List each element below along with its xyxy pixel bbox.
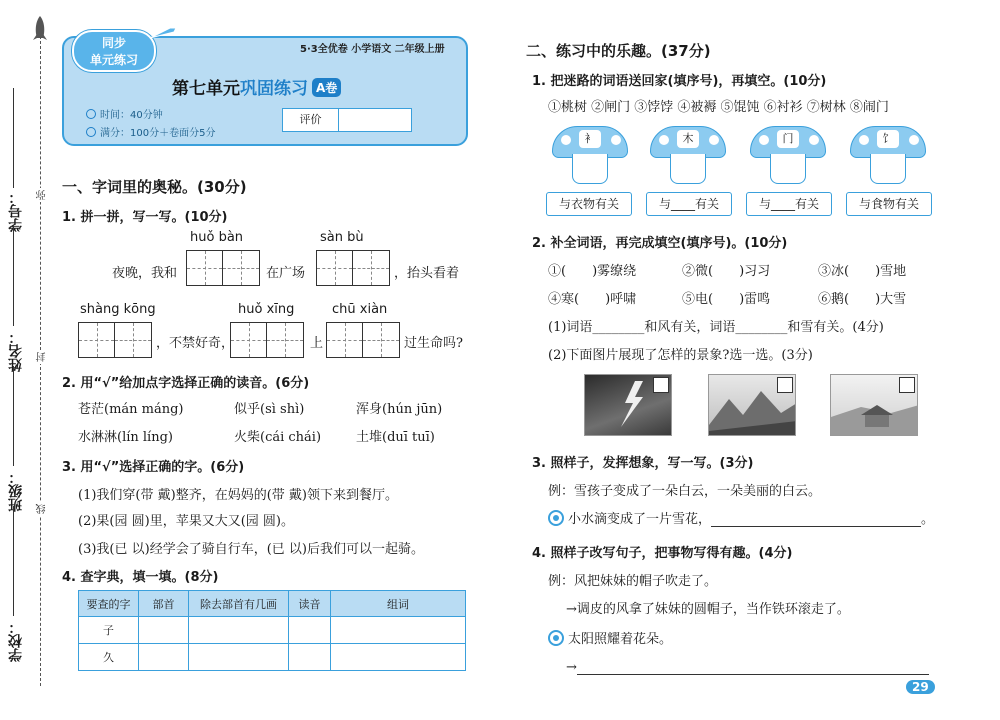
score-info (86, 124, 215, 139)
mushroom-4 (850, 126, 926, 184)
r-q3-title: 3. 照样子，发挥想象，写一写。(3分) (532, 456, 754, 471)
writing-grid-huoxing[interactable] (230, 322, 304, 358)
class-line (13, 366, 14, 466)
answer-cell[interactable] (139, 617, 189, 644)
seal-char-3: 线 (37, 504, 48, 514)
seal-char-2: 封 (37, 352, 48, 362)
mushroom-answer-3[interactable] (770, 154, 806, 184)
radical-3: 门 (777, 130, 799, 148)
pinyin-huoban: huǒ bàn (190, 230, 244, 245)
char-cell: 久 (79, 644, 139, 671)
q1-text-4: ，不禁好奇， (156, 336, 235, 351)
series-info: 5·3全优卷 小学语文 二年级上册 (300, 44, 445, 55)
student-number-label: 学号： (8, 190, 24, 232)
r-q4-answer-field[interactable] (577, 674, 929, 675)
fill-word-5[interactable]: ⑤电( )雷鸣 (682, 292, 771, 307)
table-header-row (79, 591, 466, 617)
name-line (13, 226, 14, 326)
mushroom-answer-2[interactable] (670, 154, 706, 184)
flower-icon (548, 510, 564, 526)
check-icon (86, 127, 96, 137)
seal-char-1: 弥 (37, 190, 48, 200)
q1-title: 1. 拼一拼，写一写。(10分) (62, 210, 228, 225)
q1-text-6: 过生命吗? (404, 336, 463, 351)
pinyin-sanbu: sàn bù (320, 230, 364, 245)
tag-line-1: 同步 (101, 36, 126, 50)
section-2-title: 二、练习中的乐趣。(37分) (526, 42, 711, 60)
scene-question: (2)下面图片展现了怎样的景象?选一选。(3分) (548, 348, 813, 363)
fill-word-6[interactable]: ⑥鹅( )大雪 (818, 292, 907, 307)
answer-cell[interactable] (331, 644, 466, 671)
category-label-3[interactable]: 与____有关 (746, 192, 832, 216)
fill-word-1[interactable]: ①( )雾缭绕 (548, 264, 637, 279)
section-1-title: 一、字词里的奥秘。(30分) (62, 178, 247, 196)
rating-label: 评价 (283, 109, 339, 131)
category-label-2[interactable]: 与____有关 (646, 192, 732, 216)
radical-4: 饣 (877, 130, 899, 148)
radical-1: 衤 (579, 130, 601, 148)
arrow-icon: → (566, 660, 577, 675)
r-q1-title: 1. 把迷路的词语送回家(填序号)，再填空。(10分) (532, 74, 827, 89)
sync-practice-tag (72, 30, 156, 72)
r-q4-title: 4. 照样子改写句子，把事物写得有趣。(4分) (532, 546, 793, 561)
scene-thunderstorm (584, 374, 672, 436)
answer-cell[interactable] (189, 644, 289, 671)
r-q3-answer-line: 小水滴变成了一片雪花， 。 (548, 508, 934, 527)
answer-cell[interactable] (189, 617, 289, 644)
r-q4-answer-line (566, 660, 929, 675)
time-text: 时间：40分钟 (100, 110, 163, 121)
score-text: 满分：100分＋卷面分5分 (100, 128, 216, 139)
answer-cell[interactable] (289, 644, 331, 671)
paper-version-badge: A卷 (312, 78, 341, 97)
pinyin-chuxian: chū xiàn (332, 302, 388, 317)
answer-cell[interactable] (331, 617, 466, 644)
time-info (86, 106, 163, 121)
reading-choice-1[interactable]: 苍茫(mán máng) (78, 402, 184, 417)
category-label-4: 与食物有关 (846, 192, 932, 216)
table-row (79, 644, 466, 671)
r-q3-answer-field[interactable] (711, 526, 921, 527)
reading-choice-2[interactable]: 似乎(sì shì) (234, 402, 305, 417)
flower-icon (548, 630, 564, 646)
char-cell: 子 (79, 617, 139, 644)
unit-title (172, 74, 341, 99)
school-line (13, 506, 14, 616)
rating-box[interactable] (282, 108, 412, 132)
col-radical: 部首 (139, 591, 189, 617)
writing-grid-huoban[interactable] (186, 250, 260, 286)
mushroom-answer-4[interactable] (870, 154, 906, 184)
r-q4-prompt: 太阳照耀着花朵。 (568, 632, 673, 647)
pinyin-huoxing: huǒ xīng (238, 302, 295, 317)
r-q3-prompt: 小水滴变成了一片雪花， (568, 512, 712, 527)
class-label: 班级： (8, 470, 24, 512)
writing-grid-chuxian[interactable] (326, 322, 400, 358)
r-q3-example: 例：雪孩子变成了一朵白云，一朵美丽的白云。 (548, 484, 822, 499)
answer-cell[interactable] (139, 644, 189, 671)
pinyin-shangkong: shàng kōng (80, 302, 156, 317)
r-q4-example-answer: →调皮的风拿了妹妹的圆帽子，当作铁环滚走了。 (566, 602, 850, 617)
tag-line-2: 单元练习 (89, 53, 138, 67)
unit-title-prefix: 第七单元 (172, 79, 240, 99)
scene-checkbox-3[interactable] (899, 377, 915, 393)
q1-text-2: 在广场 (266, 266, 306, 281)
school-label: 学校： (8, 620, 24, 662)
mushroom-3 (750, 126, 826, 184)
tag-rocket-icon (148, 26, 178, 40)
writing-grid-sanbu[interactable] (316, 250, 390, 286)
word-list: ①桃树 ②闸门 ③饽饽 ④被褥 ⑤馄饨 ⑥衬衫 ⑦树林 ⑧闹门 (548, 100, 889, 115)
scene-snowy-house (830, 374, 918, 436)
wind-snow-fill[interactable]: (1)词语________和风有关，词语________和雪有关。(4分) (548, 320, 884, 335)
table-row (79, 617, 466, 644)
fill-word-4[interactable]: ④寒( )呼啸 (548, 292, 637, 307)
col-words: 组词 (331, 591, 466, 617)
r-q4-example: 例：风把妹妹的帽子吹走了。 (548, 574, 718, 589)
char-choice-3[interactable]: (3)我(已 以)经学会了骑自行车，(已 以)后我们可以一起骑。 (78, 542, 424, 557)
mushroom-answer-1[interactable] (572, 154, 608, 184)
mushroom-1 (552, 126, 628, 184)
col-pronunciation: 读音 (289, 591, 331, 617)
r-q2-title: 2. 补全词语，再完成填空(填序号)。(10分) (532, 236, 788, 251)
reading-choice-3[interactable]: 浑身(hún jūn) (356, 402, 443, 417)
dictionary-table (78, 590, 466, 671)
scene-checkbox-2[interactable] (777, 377, 793, 393)
q1-text-1: 夜晚，我和 (112, 266, 178, 281)
q4-title: 4. 查字典，填一填。(8分) (62, 570, 219, 585)
col-char: 要查的字 (79, 591, 139, 617)
scene-checkbox-1[interactable] (653, 377, 669, 393)
rating-field[interactable] (339, 109, 411, 131)
reading-choice-5[interactable]: 火柴(cái chái) (234, 430, 322, 445)
reading-choice-4[interactable]: 水淋淋(lín líng) (78, 430, 173, 445)
answer-cell[interactable] (289, 617, 331, 644)
unit-title-highlight: 巩固练习 (240, 79, 308, 99)
scene-misty-mountains (708, 374, 796, 436)
student-number-line (13, 88, 14, 188)
q1-text-3: ，抬头看着 (394, 266, 460, 281)
category-label-1: 与衣物有关 (546, 192, 632, 216)
q2-title: 2. 用“√”给加点字选择正确的读音。(6分) (62, 376, 310, 391)
writing-grid-shangkong[interactable] (78, 322, 152, 358)
page-number: 29 (906, 680, 935, 694)
q1-text-5: 上 (310, 336, 324, 351)
reading-choice-6[interactable]: 土堆(duī tuī) (356, 430, 435, 445)
r-q4-prompt-line (548, 628, 672, 647)
char-choice-2[interactable]: (2)果(园 圆)里，苹果又大又(园 圆)。 (78, 514, 294, 529)
col-strokes: 除去部首有几画 (189, 591, 289, 617)
radical-2: 木 (677, 130, 699, 148)
clock-icon (86, 109, 96, 119)
q3-title: 3. 用“√”选择正确的字。(6分) (62, 460, 245, 475)
char-choice-1[interactable]: (1)我们穿(带 戴)整齐，在妈妈的(带 戴)领下来到餐厅。 (78, 488, 398, 503)
fill-word-2[interactable]: ②微( )习习 (682, 264, 771, 279)
name-label: 姓名： (8, 330, 24, 372)
mushroom-2 (650, 126, 726, 184)
binding-strip (0, 0, 56, 720)
fill-word-3[interactable]: ③冰( )雪地 (818, 264, 907, 279)
